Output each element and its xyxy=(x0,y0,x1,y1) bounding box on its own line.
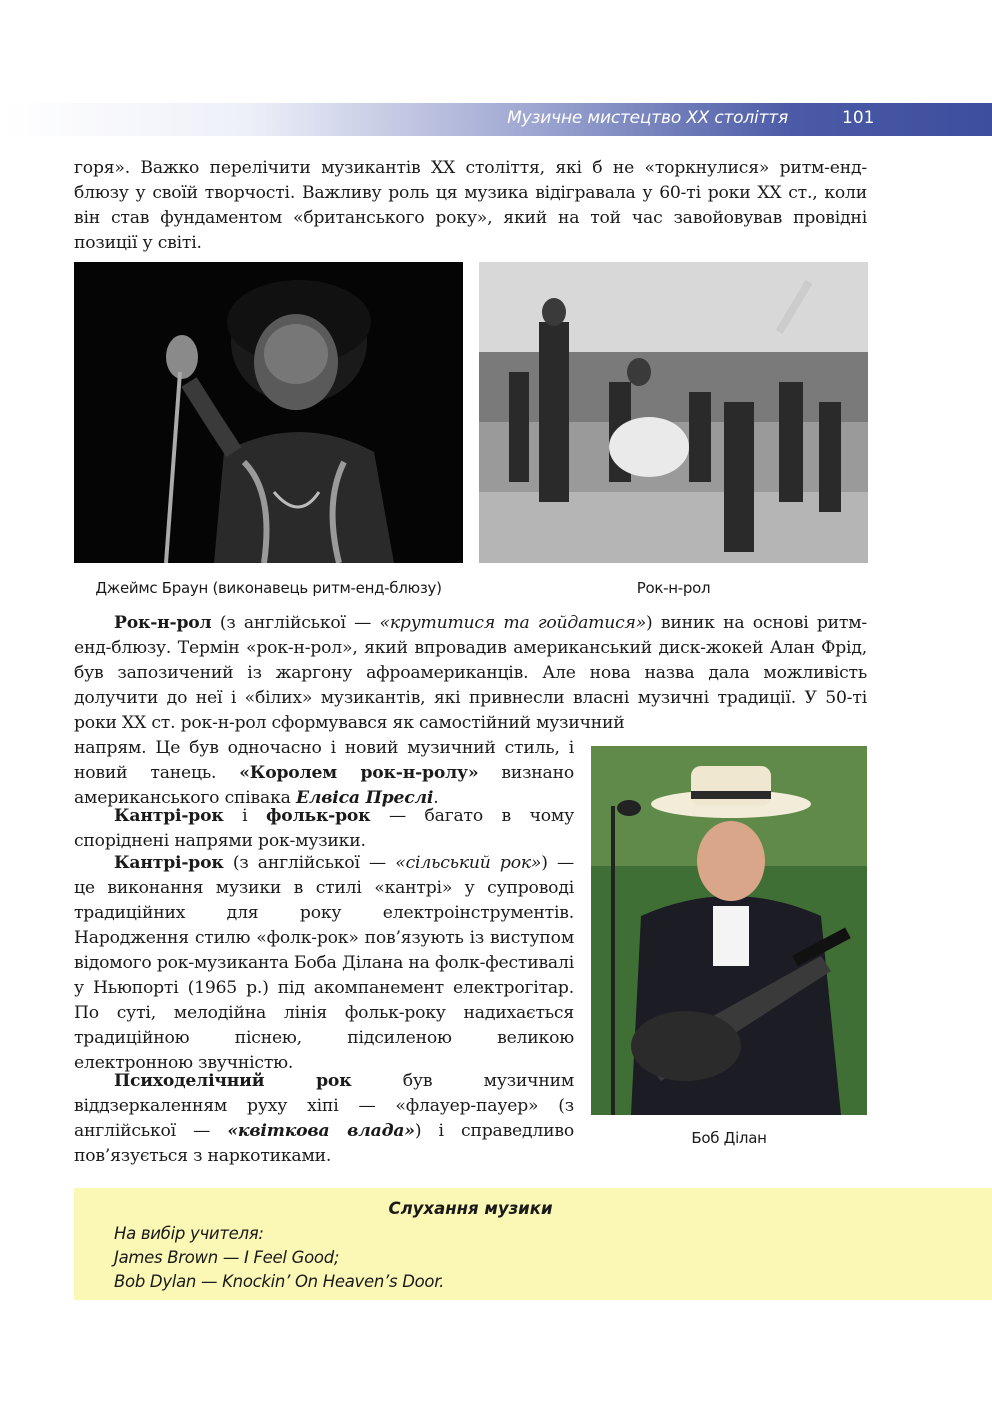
caption-rock-n-roll: Рок-н-рол xyxy=(636,579,711,597)
intro-paragraph: горя». Важко перелічити музикантів ХХ століття, які б не «торкнулися» ритм-енд-блюзу у своїй творчості. Важливу роль ця музика відігравала у 60-ті роки ХХ ст., коли він став фундаментом «британського року», який на той час завойовував провідні позиції у світі. xyxy=(74,158,867,253)
photo-bob-dylan xyxy=(591,746,867,1115)
caption-james-brown: Джеймс Браун (виконавець ритм-енд-блюзу) xyxy=(95,579,442,597)
listening-line-james-brown: James Brown — I Feel Good; xyxy=(114,1248,340,1267)
psychedelic-rock-paragraph: Психоделічний рок був музичним віддзеркаленням руху хіпі — «флауер-пауер» (з англійської — «квіткова влада») і справедливо пов’язується з наркотиками. xyxy=(74,1071,575,1166)
country-folk-paragraph: Кантрі-рок і фольк-рок — багато в чому споріднені напрями рок-музики. xyxy=(74,806,574,851)
running-header-title: Музичне мистецтво ХХ століття xyxy=(507,108,788,128)
listening-line-teacher-choice: На вибір учителя: xyxy=(114,1224,264,1243)
rock-n-roll-paragraph-cont: напрям. Це був одночасно і новий музичний стиль, і новий танець. «Королем рок-н-ролу» визнано американського співака Елвіса Преслі. xyxy=(74,738,574,808)
page-number: 101 xyxy=(842,108,875,128)
caption-bob-dylan: Боб Ділан xyxy=(691,1129,767,1147)
photo-james-brown xyxy=(74,262,463,563)
translation-rock-n-roll: «крутитися та гойдатися» xyxy=(379,613,647,633)
elvis-presley-name: Елвіса Преслі xyxy=(295,788,434,808)
rock-n-roll-paragraph: Рок-н-рол (з англійської — «крутитися та гойдатися») виник на основі ритм-енд-блюзу. Термін «рок-н-рол», який впровадив американський диск-жокей Алан Фрід, був запозичений із жаргону афроамериканців. Але нова назва дала можливість долучити до неї і «білих» музикантів, які привнесли власні музичні традиції. У 50-ті роки ХХ ст. рок-н-рол сформувався як самостійний музичний xyxy=(74,613,867,733)
photo-rock-n-roll-dancers xyxy=(479,262,868,563)
listening-line-bob-dylan: Bob Dylan — Knockin’ On Heaven’s Door. xyxy=(114,1272,445,1291)
listening-title: Слухання музики xyxy=(388,1199,553,1218)
king-of-rock-n-roll: «Королем рок-н-ролу» xyxy=(239,763,479,783)
country-rock-paragraph: Кантрі-рок (з англійської — «сільський рок») — це виконання музики в стилі «кантрі» у супроводі традиційних для року електроінструментів. Народження стилю «фолк-рок» пов’язують із виступом відомого рок-музиканта Боба Ділана на фолк-фестивалі у Ньюпорті (1965 р.) під акомпанемент електрогітар. По суті, мелодійна лінія фольк-року надихається традиційною піснею, підсиленою великою електронною звучністю. xyxy=(74,853,575,1073)
term-rock-n-roll: Рок-н-рол xyxy=(114,613,212,633)
